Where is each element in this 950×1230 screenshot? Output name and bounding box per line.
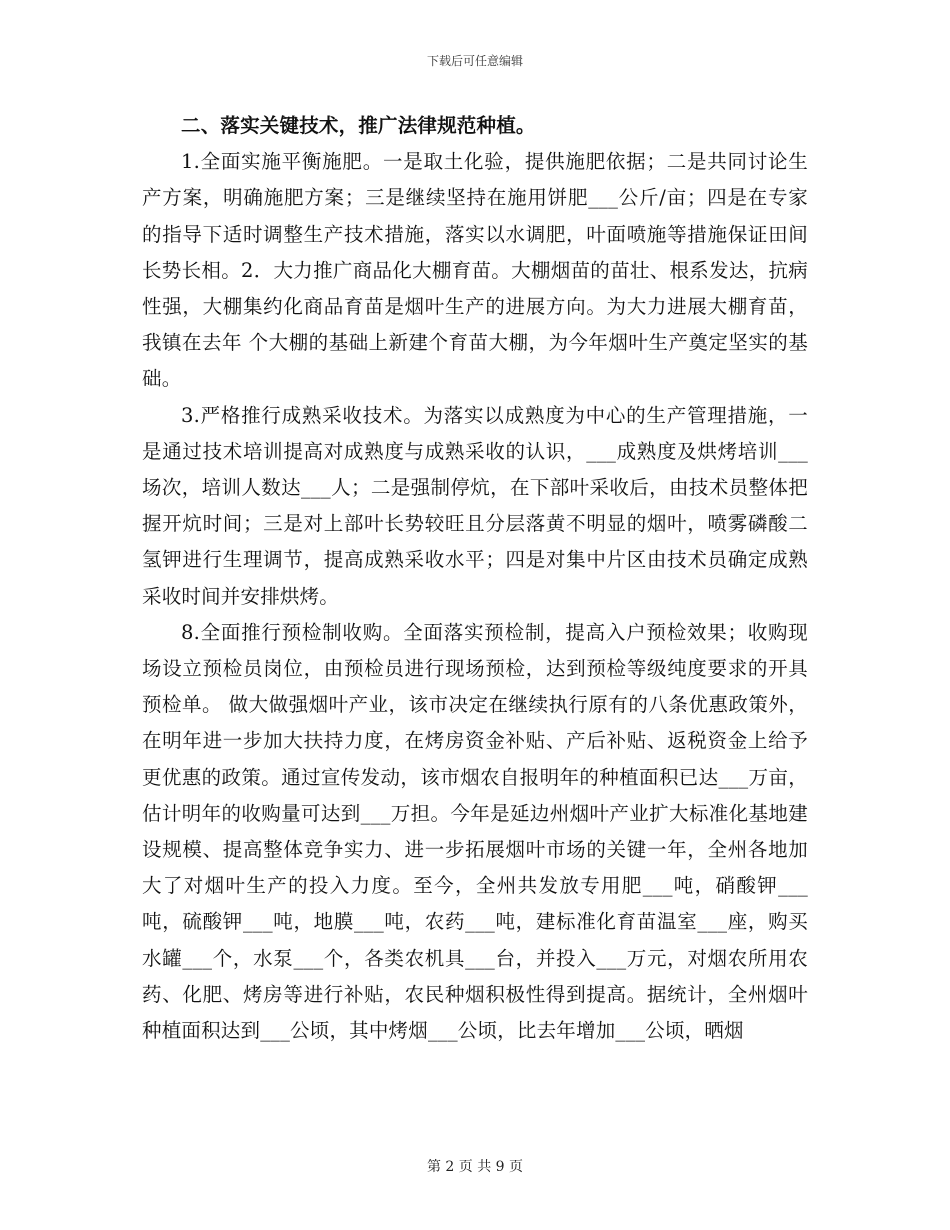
- section-heading: 二、落实关键技术，推广法律规范种植。: [181, 114, 536, 137]
- page-number: 第 2 页 共 9 页: [426, 1159, 524, 1175]
- page-header-note: 下载后可任意编辑: [426, 54, 523, 68]
- paragraph-maturity-harvest: 3.严格推行成熟采收技术。为落实以成熟度为中心的生产管理措施，一是通过技术培训提高对成熟度与成熟采收的认识，___成熟度及烘烤培训___场次，培训人数达___人；二是强制停炕，在下部叶采收后，由技术员整体把握开炕时间；三是对上部叶长势较旺且分层落黄不明显的烟叶，喷雾磷酸二氢钾进行生理调节，提高成熟采收水平；四是对集中片区由技术员确定成熟采收时间并安排烘烤。: [142, 403, 808, 608]
- paragraph-fertilization-seedlings: 1.全面实施平衡施肥。一是取土化验，提供施肥依据；二是共同讨论生产方案，明确施肥方案；三是继续坚持在施用饼肥___公斤/亩；四是在专家的指导下适时调整生产技术措施，落实以水调肥，叶面喷施等措施保证田间长势长相。2．大力推广商品化大棚育苗。大棚烟苗的苗壮、根系发达，抗病性强，大棚集约化商品育苗是烟叶生产的进展方向。为大力进展大棚育苗，我镇在去年 个大棚的基础上新建个育苗大棚，为今年烟叶生产奠定坚实的基础。: [142, 150, 808, 391]
- document-body: [142, 108, 808, 1049]
- paragraph-pre-inspection-purchase: 8.全面推行预检制收购。全面落实预检制，提高入户预检效果；收购现场设立预检员岗位，由预检员进行现场预检，达到预检等级纯度要求的开具预检单。 做大做强烟叶产业，该市决定在继续执行原有的八条优惠政策外，在明年进一步加大扶持力度，在烤房资金补贴、产后补贴、返税资金上给予更优惠的政策。通过宣传发动，该市烟农自报明年的种植面积已达___万亩，估计明年的收购量可达到___万担。今年是延边州烟叶产业扩大标准化基地建设规模、提高整体竞争实力、进一步拓展烟叶市场的关键一年，全州各地加大了对烟叶生产的投入力度。至今，全州共发放专用肥___吨，硝酸钾___吨，硫酸钾___吨，地膜___吨，农药___吨，建标准化育苗温室___座，购买水罐___个，水泵___个，各类农机具___台，并投入___万元，对烟农所用农药、化肥、烤房等进行补贴，农民种烟积极性得到提高。据统计，全州烟叶种植面积达到___公顷，其中烤烟___公顷，比去年增加___公顷，晒烟: [142, 620, 808, 1043]
